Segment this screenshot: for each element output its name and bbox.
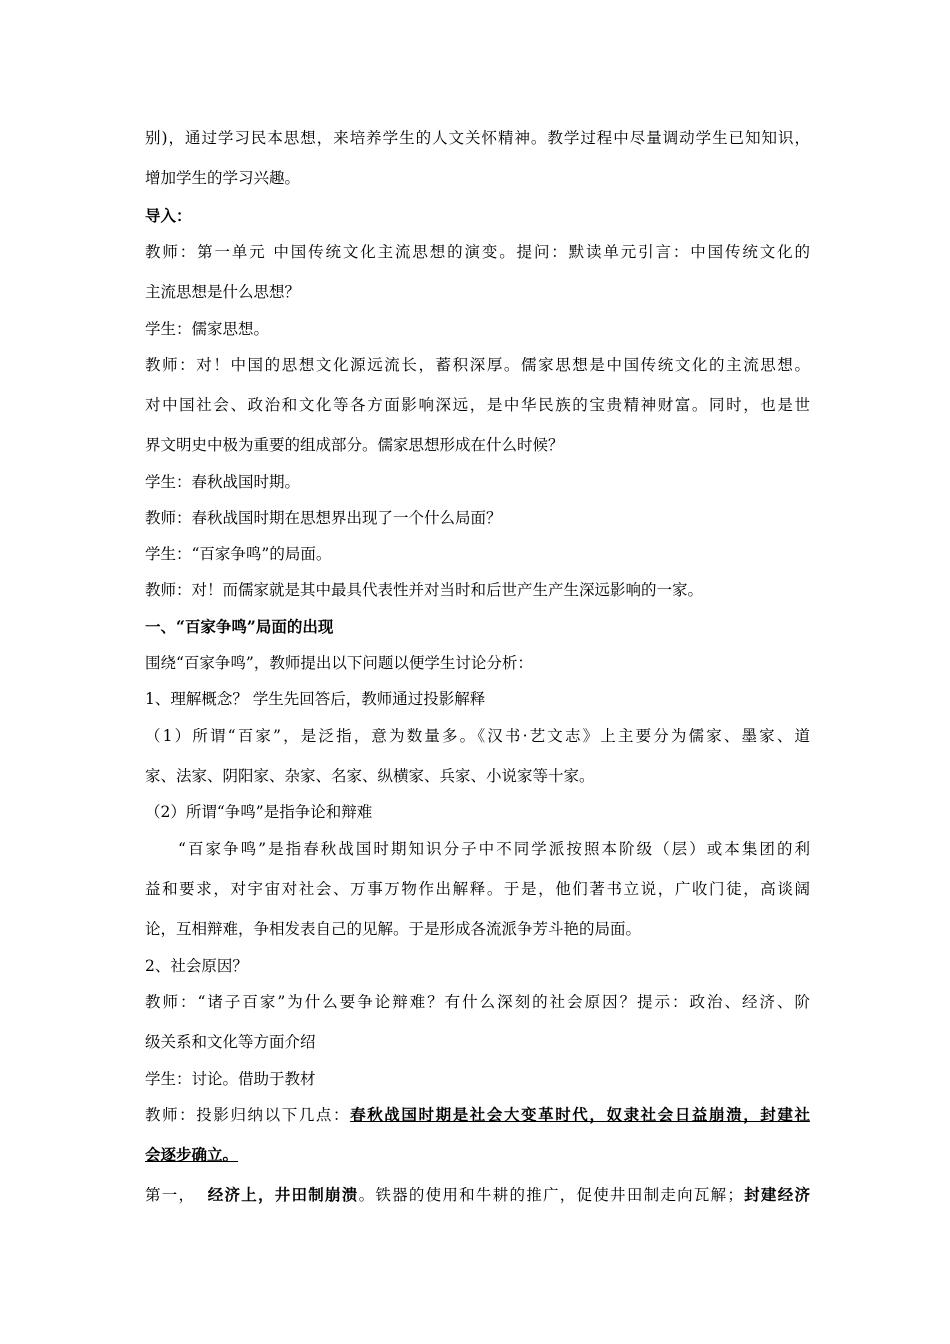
paragraph-line: 2、社会原因？ xyxy=(145,957,248,975)
paragraph-line: （2）所谓“争鸣”是指争论和辩难 xyxy=(145,803,373,821)
point-bold-economy: 经济上，井田制崩溃 xyxy=(207,1185,359,1204)
summary-prefix: 教师：投影归纳以下几点： xyxy=(145,1106,351,1124)
section-heading-intro: 导入： xyxy=(145,206,192,225)
paragraph-line: 主流思想是什么思想？ xyxy=(145,283,301,301)
paragraph-line: 教师：对！而儒家就是其中最具代表性并对当时和后世产生产生深远影响的一家。 xyxy=(145,581,704,599)
paragraph-line: 教师：对！中国的思想文化源远流长，蓄积深厚。儒家思想是中国传统文化的主流思想。 xyxy=(145,356,810,374)
paragraph-line: 学生：讨论。借助于教材 xyxy=(145,1070,316,1088)
paragraph-line: “百家争鸣”是指春秋战国时期知识分子中不同学派按照本阶级（层）或本集团的利 xyxy=(178,840,810,858)
paragraph-line: 增加学生的学习兴趣。 xyxy=(145,169,301,187)
paragraph-line: 教师：“诸子百家”为什么要争论辩难？有什么深刻的社会原因？提示：政治、经济、阶 xyxy=(145,993,810,1011)
paragraph-line: 学生：“百家争鸣”的局面。 xyxy=(145,545,332,563)
summary-continuation xyxy=(145,1145,810,1165)
summary-emphasis-cont: 会逐步确立。 xyxy=(145,1145,239,1164)
paragraph-line: 教师：春秋战国时期在思想界出现了一个什么局面？ xyxy=(145,509,502,527)
paragraph-line: 别)，通过学习民本思想，来培养学生的人文关怀精神。教学过程中尽量调动学生已知知识， xyxy=(145,129,810,147)
point-text: 。铁器的使用和牛耕的推广，促使井田制走向瓦解； xyxy=(358,1186,743,1204)
point-label: 第一， xyxy=(145,1186,208,1204)
section-heading-1: 一、“百家争鸣”局面的出现 xyxy=(145,617,334,636)
paragraph-line: 界文明史中极为重要的组成部分。儒家思想形成在什么时候？ xyxy=(145,436,564,454)
paragraph-line: 家、法家、阴阳家、杂家、名家、纵横家、兵家、小说家等十家。 xyxy=(145,767,595,785)
summary-line xyxy=(145,1105,810,1125)
summary-emphasis: 春秋战国时期是社会大变革时代，奴隶社会日益崩溃，封建社 xyxy=(350,1105,810,1124)
paragraph-line: 论，互相辩难，争相发表自己的见解。于是形成各流派争芳斗艳的局面。 xyxy=(145,920,642,938)
paragraph-line: 教师：第一单元 中国传统文化主流思想的演变。提问：默读单元引言：中国传统文化的 xyxy=(145,243,810,261)
point-bold-feudal-economy: 封建经济 xyxy=(742,1185,810,1204)
paragraph-line: 级关系和文化等方面介绍 xyxy=(145,1033,316,1051)
paragraph-line: （1）所谓“百家”，是泛指，意为数量多。《汉书·艺文志》上主要分为儒家、墨家、道 xyxy=(145,727,810,745)
paragraph-line: 对中国社会、政治和文化等各方面影响深远，是中华民族的宝贵精神财富。同时，也是世 xyxy=(145,396,810,414)
paragraph-line: 1、理解概念？ 学生先回答后，教师通过投影解释 xyxy=(145,690,486,708)
paragraph-line: 学生：春秋战国时期。 xyxy=(145,473,301,491)
paragraph-line: 围绕“百家争鸣”，教师提出以下问题以便学生讨论分析： xyxy=(145,654,533,672)
paragraph-line: 益和要求，对宇宙对社会、万事万物作出解释。于是，他们著书立说，广收门徒，高谈阔 xyxy=(145,880,810,898)
point-first-line xyxy=(145,1185,810,1205)
paragraph-line: 学生：儒家思想。 xyxy=(145,320,270,338)
